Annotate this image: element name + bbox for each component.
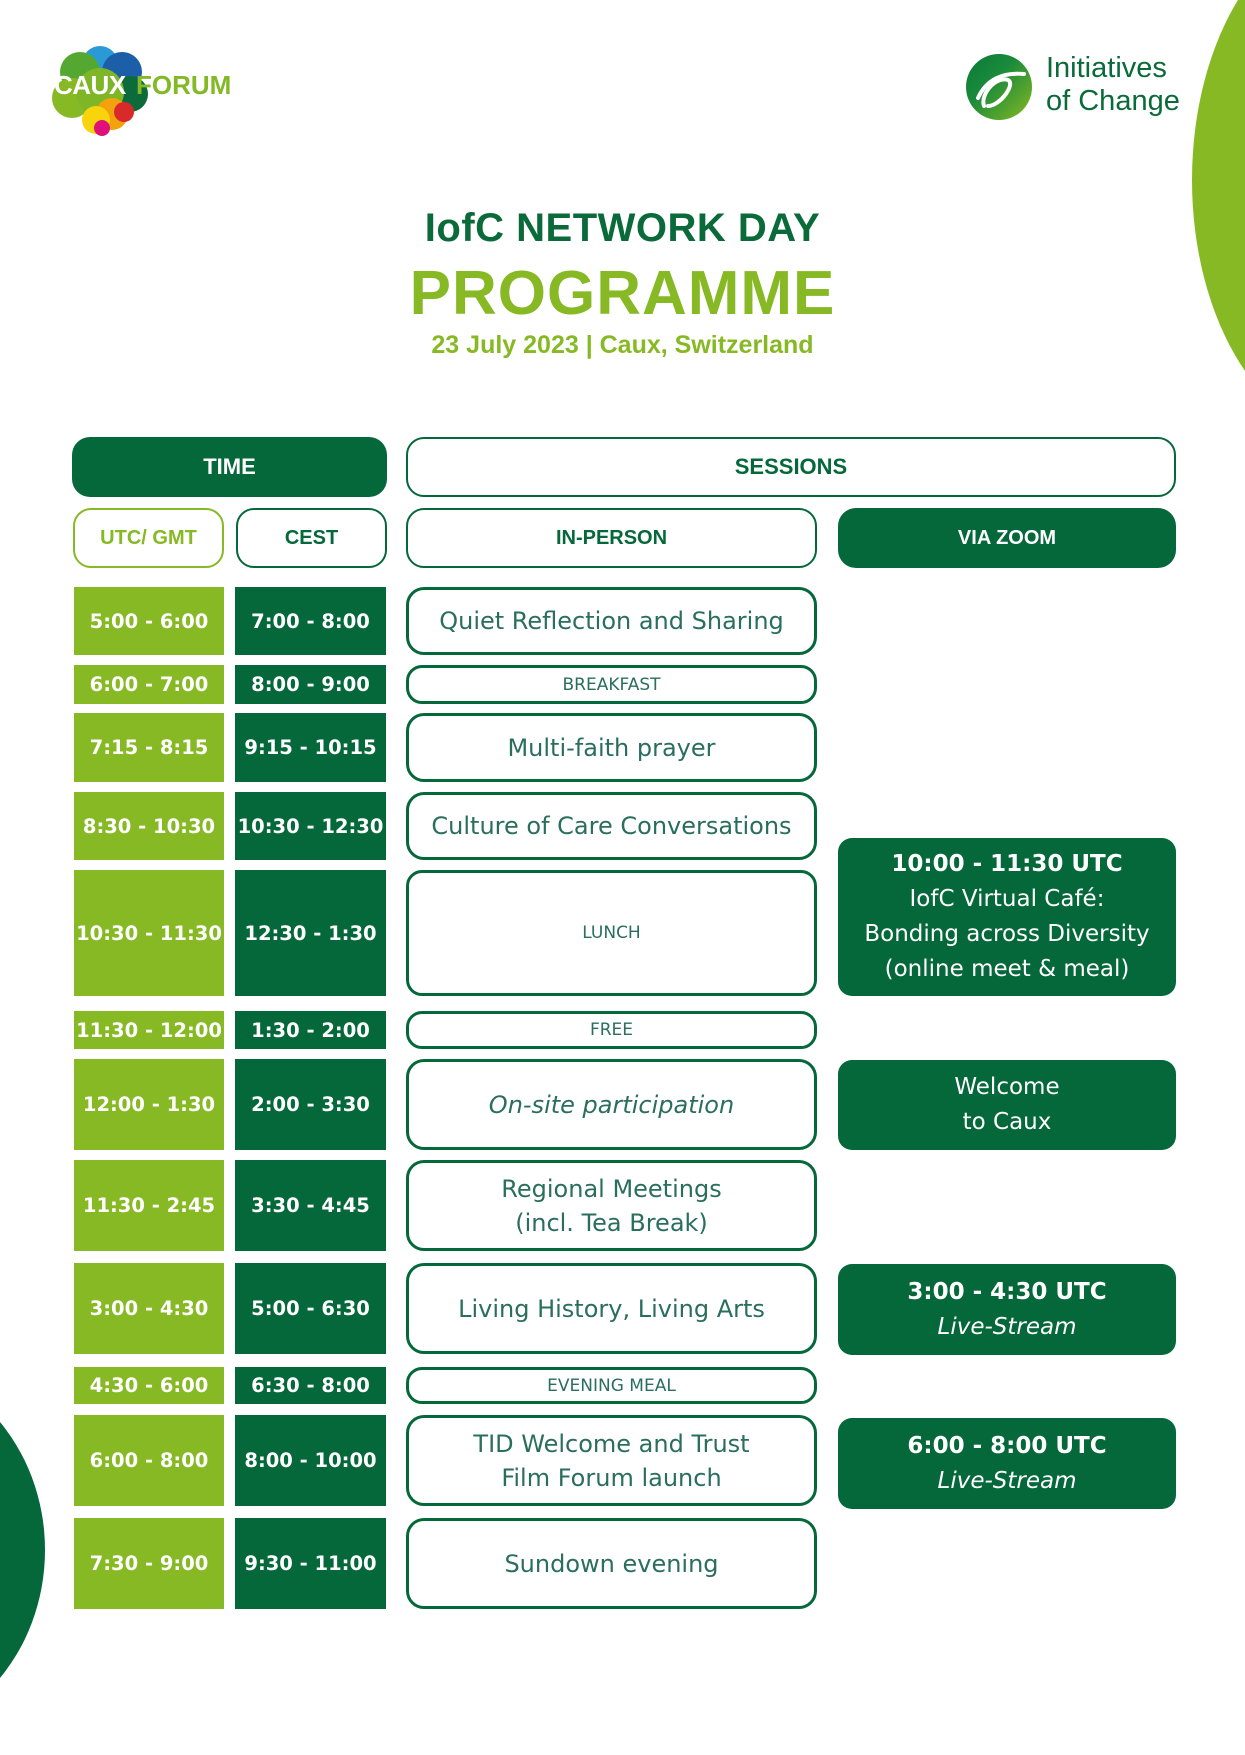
cest-time-cell: 6:30 - 8:00 <box>235 1367 386 1404</box>
utc-time-cell: 7:30 - 9:00 <box>74 1518 224 1609</box>
via-zoom-header: VIA ZOOM <box>838 508 1176 568</box>
decorative-circle-left <box>0 1360 45 1740</box>
cest-time-cell: 1:30 - 2:00 <box>235 1011 386 1049</box>
session-culture-of-care: Culture of Care Conversations <box>406 792 817 860</box>
utc-time-cell: 6:00 - 8:00 <box>74 1415 224 1506</box>
session-lunch: LUNCH <box>406 870 817 996</box>
cest-time-cell: 9:30 - 11:00 <box>235 1518 386 1609</box>
iofc-leaf-icon <box>966 54 1032 120</box>
zoom-session-virtual-cafe: 10:00 - 11:30 UTC IofC Virtual Café: Bonding across Diversity (online meet & meal) <box>838 838 1176 996</box>
utc-time-cell: 3:00 - 4:30 <box>74 1263 224 1354</box>
session-evening-meal: EVENING MEAL <box>406 1367 817 1404</box>
cest-time-cell: 12:30 - 1:30 <box>235 870 386 996</box>
cest-time-cell: 8:00 - 10:00 <box>235 1415 386 1506</box>
utc-time-cell: 11:30 - 2:45 <box>74 1160 224 1251</box>
caux-forum-text: FORUM <box>136 70 232 100</box>
utc-gmt-header: UTC/ GMT <box>73 508 224 568</box>
session-on-site-participation: On-site participation <box>406 1059 817 1150</box>
session-living-history: Living History, Living Arts <box>406 1263 817 1354</box>
cest-time-cell: 3:30 - 4:45 <box>235 1160 386 1251</box>
page-title: IofC NETWORK DAY <box>424 206 821 250</box>
date-location: 23 July 2023 | Caux, Switzerland <box>431 331 814 359</box>
session-free: FREE <box>406 1011 817 1049</box>
session-breakfast: BREAKFAST <box>406 665 817 704</box>
session-multi-faith-prayer: Multi-faith prayer <box>406 713 817 782</box>
time-header: TIME <box>72 437 387 497</box>
in-person-header: IN-PERSON <box>406 508 817 568</box>
programme-heading: PROGRAMME <box>409 259 836 328</box>
utc-time-cell: 5:00 - 6:00 <box>74 587 224 655</box>
utc-time-cell: 8:30 - 10:30 <box>74 792 224 860</box>
cest-header: CEST <box>236 508 387 568</box>
sessions-header: SESSIONS <box>406 437 1176 497</box>
utc-time-cell: 7:15 - 8:15 <box>74 713 224 782</box>
cest-time-cell: 2:00 - 3:30 <box>235 1059 386 1150</box>
utc-time-cell: 6:00 - 7:00 <box>74 665 224 704</box>
session-regional-meetings: Regional Meetings (incl. Tea Break) <box>406 1160 817 1251</box>
cest-time-cell: 5:00 - 6:30 <box>235 1263 386 1354</box>
caux-mark-text: CAUX <box>54 70 126 100</box>
utc-time-cell: 4:30 - 6:00 <box>74 1367 224 1404</box>
zoom-session-livestream-1: 3:00 - 4:30 UTC Live-Stream <box>838 1264 1176 1355</box>
utc-time-cell: 12:00 - 1:30 <box>74 1059 224 1150</box>
cest-time-cell: 8:00 - 9:00 <box>235 665 386 704</box>
utc-time-cell: 11:30 - 12:00 <box>74 1011 224 1049</box>
session-quiet-reflection: Quiet Reflection and Sharing <box>406 587 817 655</box>
iofc-name: Initiatives of Change <box>1046 52 1180 117</box>
zoom-session-livestream-2: 6:00 - 8:00 UTC Live-Stream <box>838 1418 1176 1509</box>
zoom-session-welcome: Welcome to Caux <box>838 1060 1176 1150</box>
session-sundown-evening: Sundown evening <box>406 1518 817 1609</box>
cest-time-cell: 9:15 - 10:15 <box>235 713 386 782</box>
utc-time-cell: 10:30 - 11:30 <box>74 870 224 996</box>
cest-time-cell: 7:00 - 8:00 <box>235 587 386 655</box>
cest-time-cell: 10:30 - 12:30 <box>235 792 386 860</box>
session-tid-welcome: TID Welcome and Trust Film Forum launch <box>406 1415 817 1506</box>
